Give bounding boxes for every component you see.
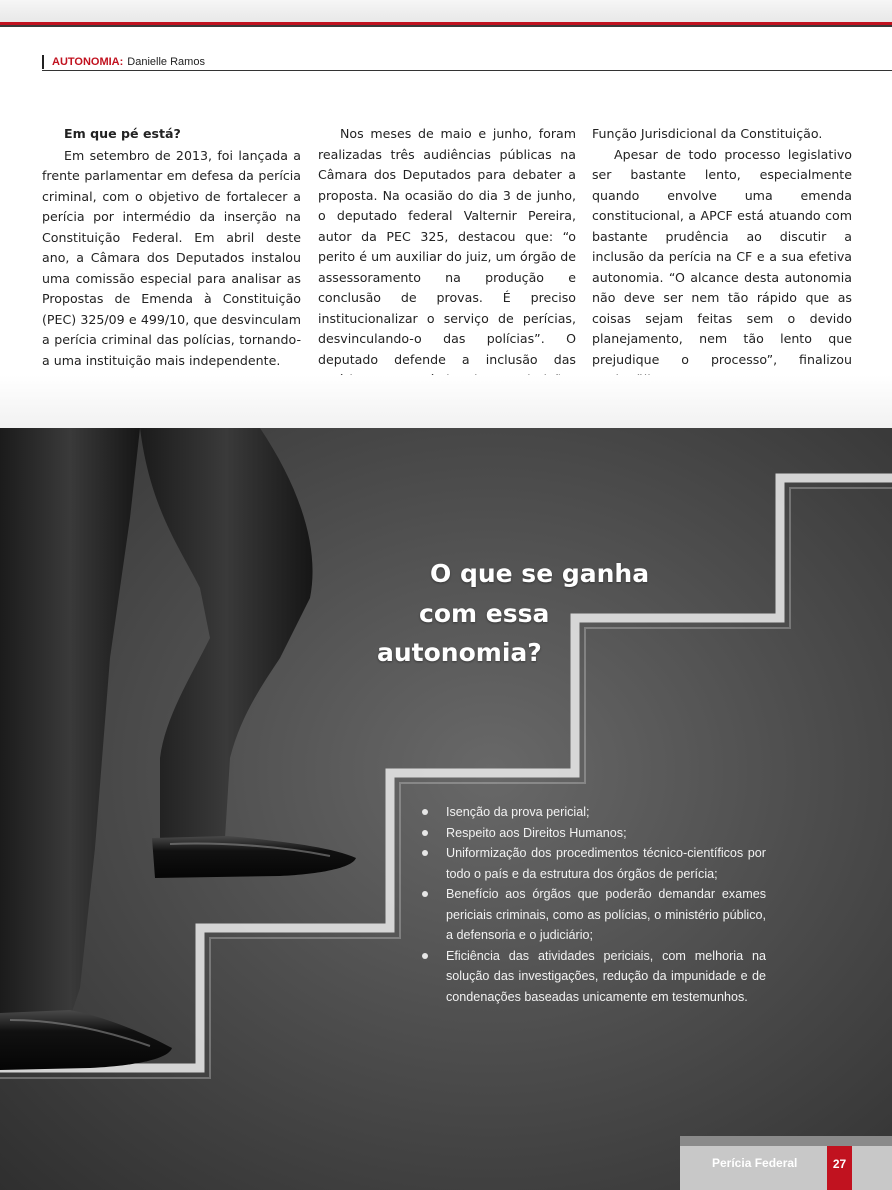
section-marker	[42, 55, 44, 69]
bullet-icon	[422, 953, 428, 959]
list-item-text: Uniformização dos procedimentos técnico-científicos por todo o país e da estrutura dos órgãos de perícia;	[446, 846, 766, 881]
article-column-1	[42, 124, 301, 371]
list-item	[420, 802, 766, 823]
page-fade	[0, 375, 892, 430]
section-tag: AUTONOMIA:	[52, 56, 124, 68]
back-shoe	[0, 1010, 172, 1070]
page-number: 27	[827, 1146, 852, 1190]
author-name: Danielle Ramos	[127, 56, 205, 68]
list-item	[420, 843, 766, 884]
bullet-icon	[422, 891, 428, 897]
footer-strip	[680, 1136, 892, 1146]
list-item-text: Eficiência das atividades periciais, com melhoria na solução das investigações, redução da impunidade e de condenações baseadas unicamente em testemunhos.	[446, 948, 766, 1004]
feature-headline-line-1: O que se ganha	[430, 559, 650, 588]
list-item-text: Isenção da prova pericial;	[446, 805, 590, 819]
paragraph-continuation: Função Jurisdicional da Constituição.	[592, 126, 823, 141]
section-rule	[42, 70, 892, 71]
feature-headline-line-3: autonomia?	[377, 638, 542, 667]
article-column-2	[318, 124, 576, 411]
subheading: Em que pé está?	[64, 126, 181, 141]
publication-name: Perícia Federal	[712, 1156, 798, 1170]
section-label	[42, 54, 892, 70]
feature-headline-line-2: com essa	[419, 599, 550, 628]
paragraph: Apesar de todo processo legislativo ser bastante lento, especialmente quando envolve uma emenda constitucional, a APCF está atuando com bastante prudência ao discutir a inclusão da perícia na CF e a sua efetiva autonomia. “O alcance desta autonomia não deve ser nem tão rápido que as coisas sejam feitas sem o devido planejamento, nem tão lento que prejudique o processo”, finalizou	[592, 146, 852, 367]
list-item-text: Respeito aos Direitos Humanos;	[446, 825, 627, 840]
top-rule-dark	[0, 25, 892, 27]
bullet-icon	[422, 830, 428, 836]
top-band	[0, 0, 892, 22]
list-item-text: Benefício aos órgãos que poderão demandar exames periciais criminais, como as polícias, o ministério público, a defensoria e o judiciário;	[446, 887, 766, 942]
benefits-list	[420, 802, 766, 1007]
bullet-icon	[422, 809, 428, 815]
article-column-3	[592, 124, 852, 391]
back-leg	[0, 428, 140, 1028]
list-item	[420, 946, 766, 1008]
paragraph: Nos meses de maio e junho, foram realizadas três audiências públicas na Câmara dos Deputados para debater a proposta. Na ocasião do dia 3 de junho, o deputado federal Valternir Pereira, autor da PEC 325, destacou que: “o perito é um auxiliar do juiz, um órgão de assessoramento na produção e conclusão de provas. É preciso institucionalizar o serviço de perícias, desvinculando-o das polícias”. O deputado defende a inclusão das	[318, 126, 576, 367]
front-leg	[140, 428, 313, 838]
front-shoe	[152, 836, 356, 878]
list-item	[420, 823, 766, 844]
list-item	[420, 884, 766, 946]
bullet-icon	[422, 850, 428, 856]
paragraph: Em setembro de 2013, foi lançada a frente parlamentar em defesa da perícia criminal, com o objetivo de fortalecer a perícia por intermédio da inserção na Constituição Federal. Em abril deste ano, a Câmara dos Deputados instalou uma comissão especial para analisar as Propostas de Emenda à Constituição (PEC) 325/09 e 499/10, que desvinculam a perícia criminal das polícias, tornando-a uma instituição mais independente.	[42, 147, 301, 368]
